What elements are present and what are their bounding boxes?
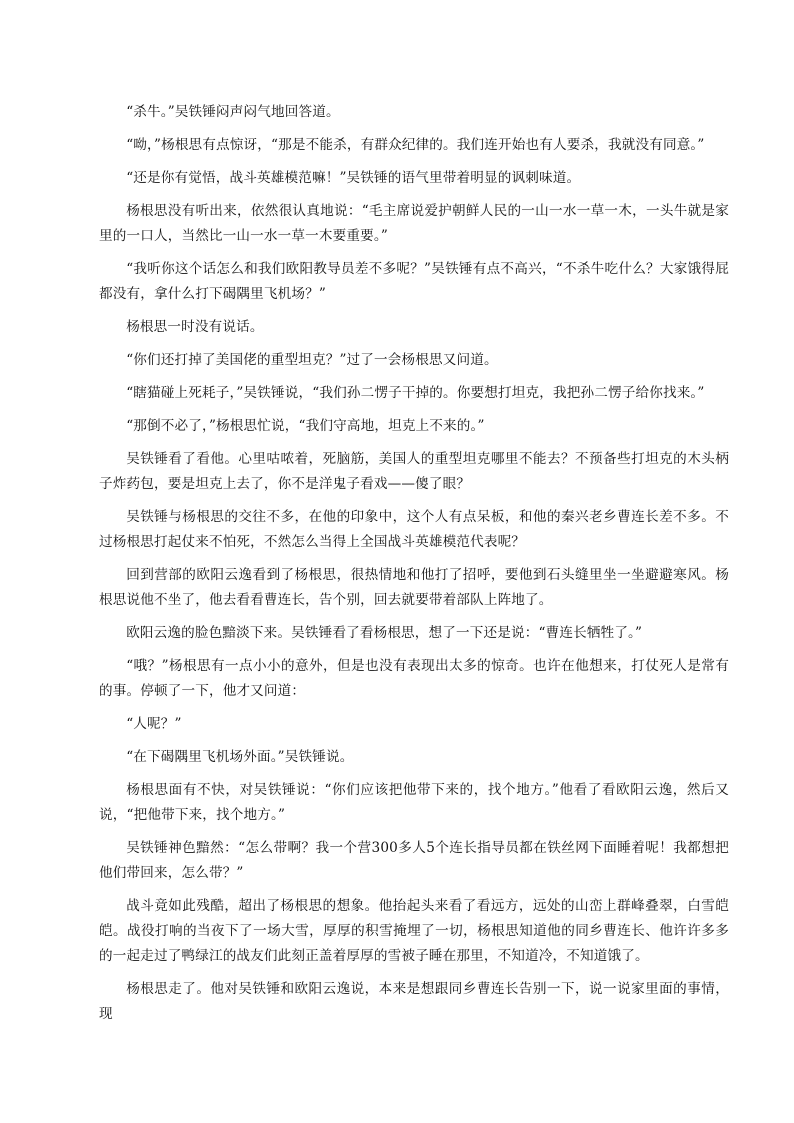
paragraph-3: “还是你有觉悟，战斗英雄模范嘛！”吴铁锤的语气里带着明显的讽刺味道。 — [126, 170, 581, 186]
paragraph-8: “瞎猫碰上死耗子，”吴铁锤说，“我们孙二愣子干掉的。你要想打坦克，我把孙二愣子给你找来。” — [126, 385, 705, 401]
paragraph-20: 杨根思走了。他对吴铁锤和欧阳云逸说，本来是想跟同乡曹连长告别一下，说一说家里面的事情，现 — [99, 981, 729, 1022]
paragraph-19: 战斗竟如此残酷，超出了杨根思的想象。他抬起头来看了看远方，远处的山峦上群峰叠翠，白雪皑皑。战役打响的当夜下了一场大雪，厚厚的积雪掩埋了一切，杨根思知道他的同乡曹连长、他许许多多的一起走过了鸭绿江的战友们此刻正盖着厚厚的雪被子睡在那里，不知道冷，不知道饿了。 — [99, 898, 729, 964]
paragraph-16: “在下碣隅里飞机场外面。”吴铁锤说。 — [126, 749, 354, 765]
paragraph-4: 杨根思没有听出来，依然很认真地说：“毛主席说爱护朝鲜人民的一山一水一草一木，一头牛就是家里的一口人，当然比一山一水一草一木要重要。” — [99, 203, 729, 244]
paragraph-5: “我听你这个话怎么和我们欧阳教导员差不多呢？”吴铁锤有点不高兴，“不杀牛吃什么？大家饿得屁都没有，拿什么打下碣隅里飞机场？” — [99, 261, 729, 302]
paragraph-9: “那倒不必了，”杨根思忙说，“我们守高地，坦克上不来的。” — [126, 418, 485, 434]
paragraph-17: 杨根思面有不快，对吴铁锤说：“你们应该把他带下来的，找个地方。”他看了看欧阳云逸，然后又说，“把他带下来，找个地方。” — [99, 782, 729, 823]
paragraph-6: 杨根思一时没有说话。 — [126, 319, 264, 335]
paragraph-10: 吴铁锤看了看他。心里咕哝着，死脑筋，美国人的重型坦克哪里不能去？不预备些打坦克的木头柄子炸药包，要是坦克上去了，你不是洋鬼子看戏——傻了眼？ — [99, 451, 729, 492]
paragraph-18: 吴铁锤神色黯然：“怎么带啊？我一个营300多人5个连长指导员都在铁丝网下面睡着呢！我都想把他们带回来，怎么带？” — [99, 840, 729, 881]
paragraph-2: “呦，”杨根思有点惊讶，“那是不能杀，有群众纪律的。我们连开始也有人要杀，我就没有同意。” — [126, 137, 705, 153]
paragraph-15: “人呢？” — [126, 716, 182, 732]
novel-text-body — [99, 100, 729, 1027]
paragraph-11: 吴铁锤与杨根思的交往不多，在他的印象中，这个人有点呆板，和他的秦兴老乡曹连长差不多。不过杨根思打起仗来不怕死，不然怎么当得上全国战斗英雄模范代表呢？ — [99, 509, 729, 550]
paragraph-12: 回到营部的欧阳云逸看到了杨根思，很热情地和他打了招呼，要他到石头缝里坐一坐避避寒风。杨根思说他不坐了，他去看看曹连长，告个别，回去就要带着部队上阵地了。 — [99, 567, 729, 608]
paragraph-7: “你们还打掉了美国佬的重型坦克？”过了一会杨根思又问道。 — [126, 352, 498, 368]
paragraph-13: 欧阳云逸的脸色黯淡下来。吴铁锤看了看杨根思，想了一下还是说：“曹连长牺牲了。” — [126, 625, 643, 641]
paragraph-14: “哦？”杨根思有一点小小的意外，但是也没有表现出太多的惊奇。也许在他想来，打仗死人是常有的事。停顿了一下，他才又问道： — [99, 658, 729, 699]
paragraph-1: “杀牛。”吴铁锤闷声闷气地回答道。 — [126, 104, 340, 120]
